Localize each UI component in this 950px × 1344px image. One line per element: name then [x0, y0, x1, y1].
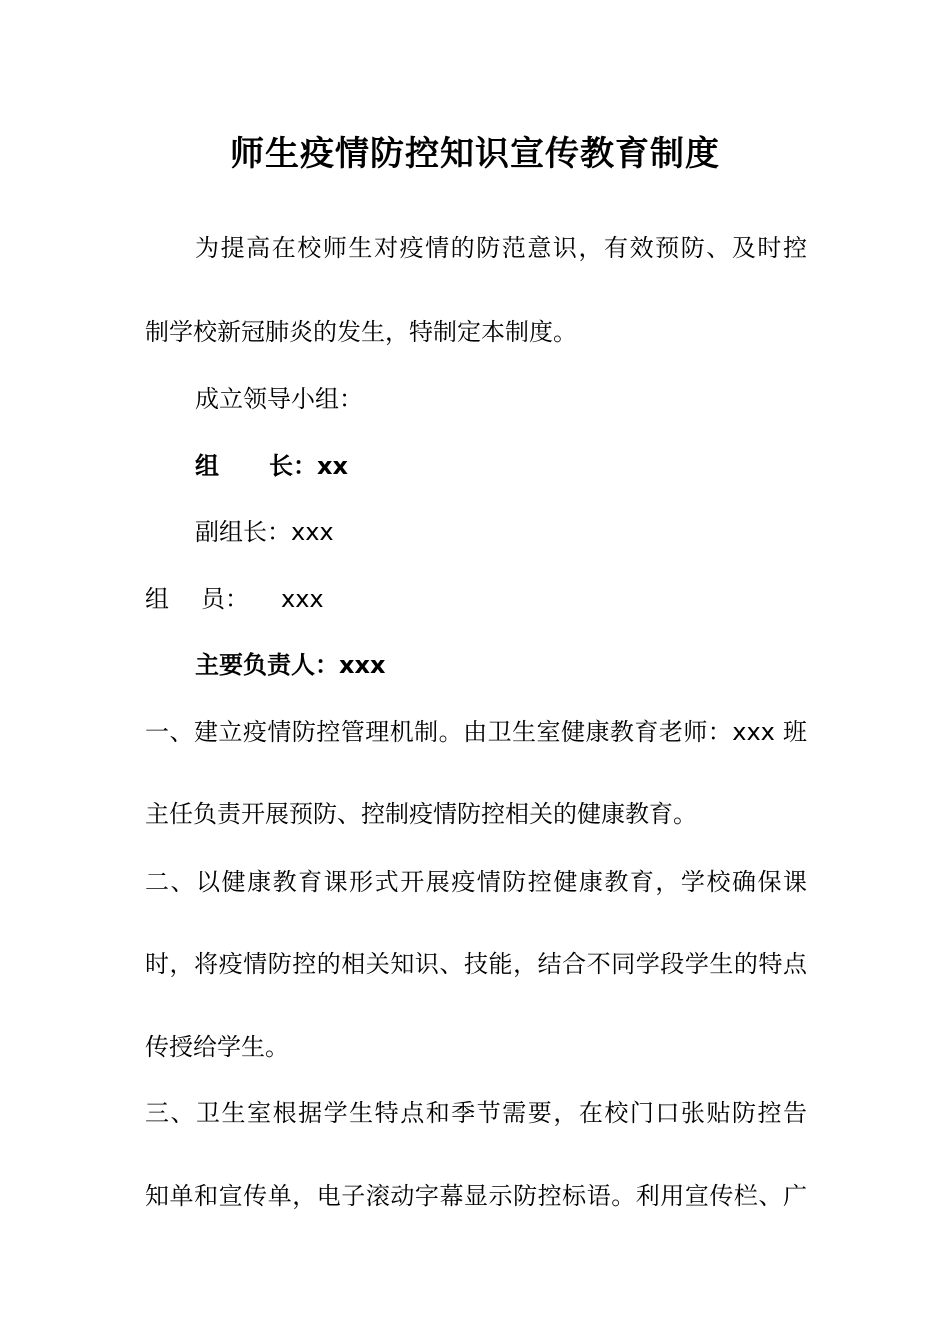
- chief-line: 主要负责人：xxx: [195, 651, 386, 679]
- item2-line-2: 时，将疫情防控的相关知识、技能，结合不同学段学生的特点: [145, 950, 807, 978]
- intro-line-1: 为提高在校师生对疫情的防范意识，有效预防、及时控: [195, 234, 807, 262]
- member-label-a: 组: [145, 585, 169, 613]
- member-line: [145, 583, 324, 615]
- member-label-b: 员：: [201, 585, 249, 613]
- item1-line-2: 主任负责开展预防、控制疫情防控相关的健康教育。: [145, 800, 697, 828]
- leader-line: [195, 450, 348, 482]
- leader-label-a: 组: [195, 452, 219, 480]
- intro-line-2: 制学校新冠肺炎的发生，特制定本制度。: [145, 318, 577, 346]
- leader-label-b: 长：xx: [269, 452, 348, 480]
- deputy-line: 副组长：xxx: [195, 518, 334, 546]
- item2-line-3: 传授给学生。: [145, 1033, 289, 1061]
- item3-line-1: 三、卫生室根据学生特点和季节需要，在校门口张贴防控告: [145, 1099, 807, 1127]
- document-title: 师生疫情防控知识宣传教育制度: [230, 134, 720, 174]
- group-heading: 成立领导小组：: [195, 385, 363, 413]
- item1-line-1: 一、建立疫情防控管理机制。由卫生室健康教育老师：xxx 班: [145, 718, 807, 746]
- item2-line-1: 二、以健康教育课形式开展疫情防控健康教育，学校确保课: [145, 868, 807, 896]
- member-value: xxx: [281, 585, 324, 613]
- item3-line-2: 知单和宣传单，电子滚动字幕显示防控标语。利用宣传栏、广: [145, 1182, 807, 1210]
